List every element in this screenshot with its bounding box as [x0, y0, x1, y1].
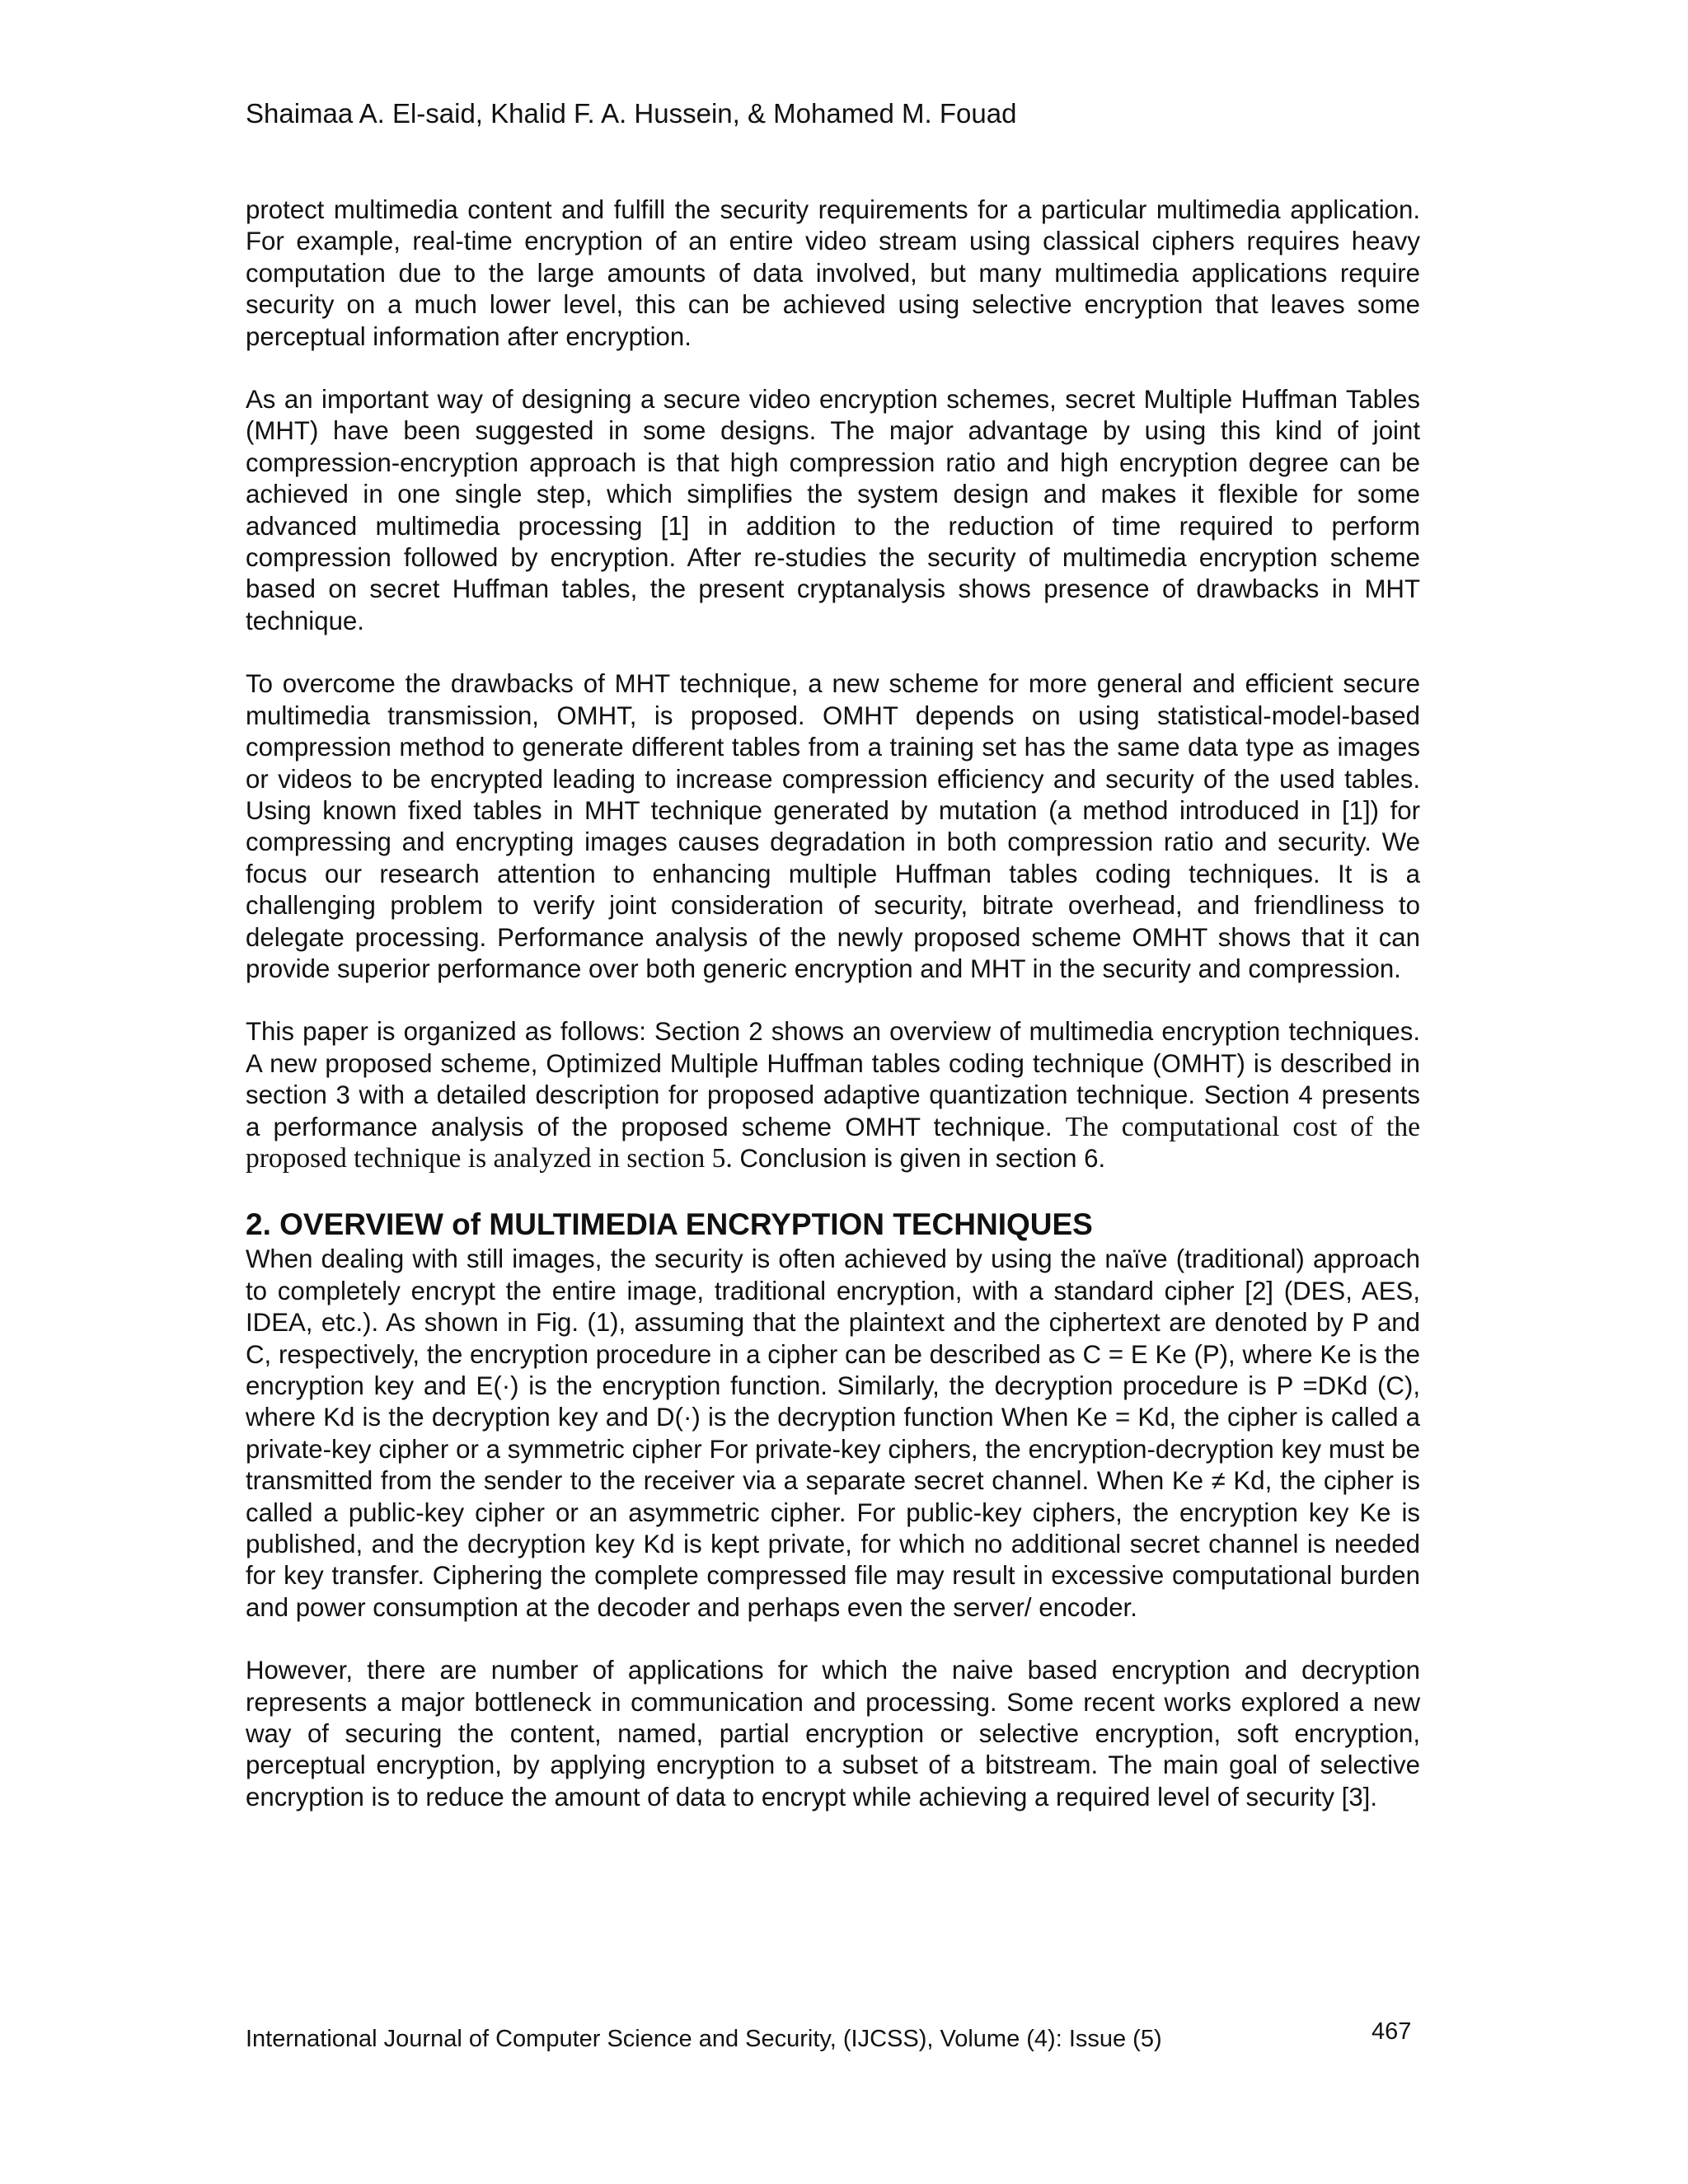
paragraph-naive-encryption: When dealing with still images, the security is often achieved by using the naïve (traditional) approach to completely encrypt the entire image, traditional encryption, with a standard cipher [2] (DES, AES, IDEA, etc.). As shown in Fig. (1), assuming that the plaintext and the ciphertext are denoted by P and C, respectively, the encryption procedure in a cipher can be described as C = E Ke (P), where Ke is the encryption key and E(·) is the encryption function. Similarly, the decryption procedure is P =DKd (C), where Kd is the decryption key and D(·) is the decryption function When Ke = Kd, the cipher is called a private-key cipher or a symmetric cipher For private-key ciphers, the encryption-decryption key must be transmitted from the sender to the receiver via a separate secret channel. When Ke ≠ Kd, the cipher is called a public-key cipher or an asymmetric cipher. For public-key ciphers, the encryption key Ke is published, and the decryption key Kd is kept private, for which no additional secret channel is needed for key transfer. Ciphering the complete compressed file may result in excessive computational burden and power consumption at the decoder and perhaps even the server/ encoder. [246, 1244, 1420, 1622]
section-2-heading: 2. OVERVIEW of MULTIMEDIA ENCRYPTION TECHNIQUES [246, 1207, 1093, 1242]
paragraph-selective-encryption: However, there are number of applications for which the naive based encryption and decryption represents a major bottleneck in communication and processing. Some recent works explored a new way of securing the content, named, partial encryption or selective encryption, soft encryption, perceptual encryption, by applying encryption to a subset of a bitstream. The main goal of selective encryption is to reduce the amount of data to encrypt while achieving a required level of security [3]. [246, 1656, 1420, 1811]
footer-journal-citation: International Journal of Computer Science and Security, (IJCSS), Volume (4): Issue (5) [246, 2026, 1162, 2052]
running-header-authors: Shaimaa A. El-said, Khalid F. A. Hussein, & Mohamed M. Fouad [246, 98, 1017, 129]
paragraph-omht-proposal: To overcome the drawbacks of MHT technique, a new scheme for more general and efficient secure multimedia transmission, OMHT, is proposed. OMHT depends on using statistical-model-based compression method to generate different tables from a training set has the same data type as images or videos to be encrypted leading to increase compression efficiency and security of the used tables. Using known fixed tables in MHT technique generated by mutation (a method introduced in [1]) for compressing and encrypting images causes degradation in both compression ratio and security. We focus our research attention to enhancing multiple Huffman tables coding techniques. It is a challenging problem to verify joint consideration of security, bitrate overhead, and friendliness to delegate processing. Performance analysis of the newly proposed scheme OMHT shows that it can provide superior performance over both generic encryption and MHT in the security and compression. [246, 669, 1420, 983]
paragraph-intro-continued: protect multimedia content and fulfill the security requirements for a particular multimedia application. For example, real-time encryption of an entire video stream using classical ciphers requires heavy computation due to the large amounts of data involved, but many multimedia applications require security on a much lower level, this can be achieved using selective encryption that leaves some perceptual information after encryption. [246, 195, 1420, 351]
organization-text-end: Conclusion is given in section 6. [732, 1143, 1106, 1173]
paragraph-paper-organization [246, 1016, 1420, 1174]
organization-text-serif: The computational cost of the proposed technique is analyzed in section 5. [246, 1111, 1420, 1174]
organization-text-start: This paper is organized as follows: Section 2 shows an overview of multimedia encryption techniques. A new proposed scheme, Optimized Multiple Huffman tables coding technique (OMHT) is described in section 3 with a detailed description for proposed adaptive quantization technique. Section 4 presents a performance analysis of the proposed scheme OMHT technique. [246, 1017, 1420, 1141]
paragraph-mht-background: As an important way of designing a secure video encryption schemes, secret Multiple Huffman Tables (MHT) have been suggested in some designs. The major advantage by using this kind of joint compression-encryption approach is that high compression ratio and high encryption degree can be achieved in one single step, which simplifies the system design and makes it flexible for some advanced multimedia processing [1] in addition to the reduction of time required to perform compression followed by encryption. After re-studies the security of multimedia encryption scheme based on secret Huffman tables, the present cryptanalysis shows presence of drawbacks in MHT technique. [246, 385, 1420, 635]
page-number: 467 [1372, 2018, 1412, 2045]
article-body [246, 194, 1420, 1844]
